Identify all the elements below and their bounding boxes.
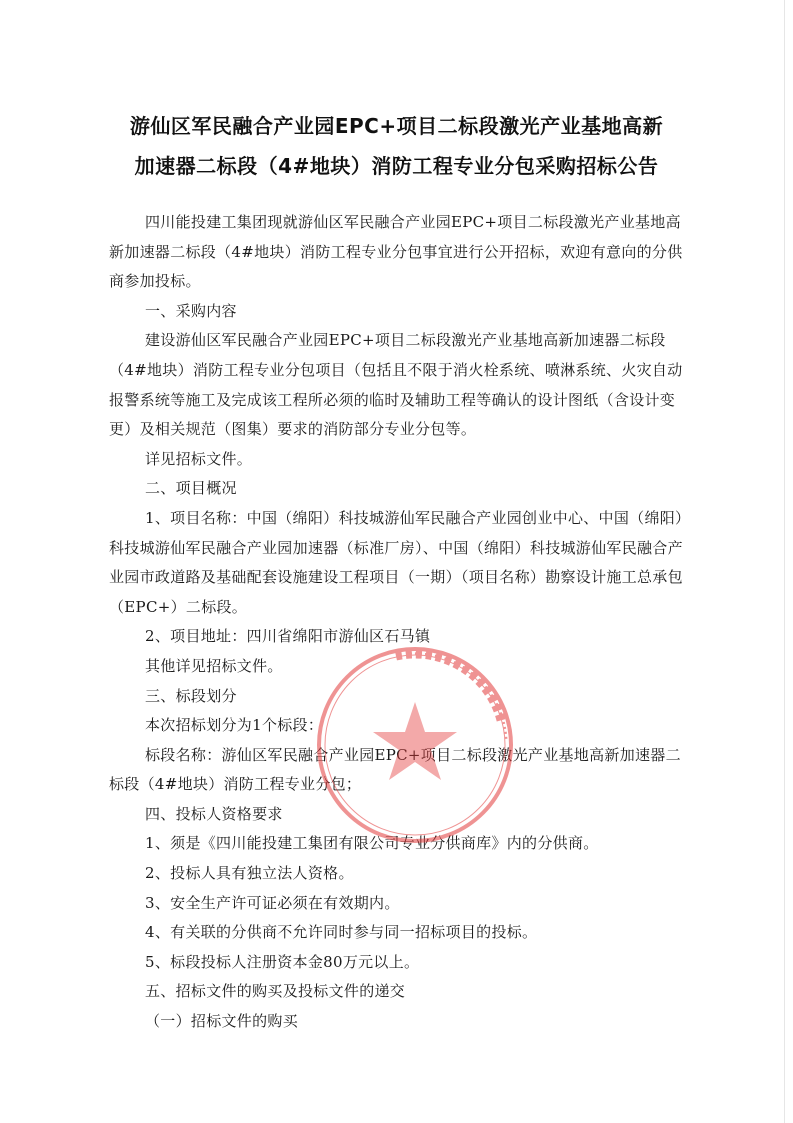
- heading-project-overview: 二、项目概况: [145, 479, 237, 498]
- qualification-item-3: 3、安全生产许可证必须在有效期内。: [145, 893, 400, 912]
- paragraph-lot-name: 标段名称：游仙区军民融合产业园EPC+项目二标段激光产业基地高新加速器二标段（4#地块）消防工程专业分包；: [109, 745, 681, 794]
- paragraph-other-details: 其他详见招标文件。: [145, 656, 283, 675]
- paragraph-project-name: 1、项目名称：中国（绵阳）科技城游仙军民融合产业园创业中心、中国（绵阳）科技城游仙军民融合产业园加速器（标准厂房）、中国（绵阳）科技城游仙军民融合产业园市政道路及基础配套设施建设工程项目（一期）（项目名称）勘察设计施工总承包（EPC+）二标段。: [109, 508, 683, 616]
- qualification-item-4: 4、有关联的分供商不允许同时参与同一招标项目的投标。: [145, 923, 538, 942]
- heading-lot-division: 三、标段划分: [145, 686, 237, 705]
- title-line-2: 加速器二标段（4#地块）消防工程专业分包采购招标公告: [134, 154, 659, 178]
- title-line-1: 游仙区军民融合产业园EPC+项目二标段激光产业基地高新: [129, 114, 664, 138]
- paragraph-see-tender-doc: 详见招标文件。: [145, 449, 253, 468]
- paragraph-project-address: 2、项目地址：四川省绵阳市游仙区石马镇: [145, 627, 431, 646]
- document-body: [109, 208, 684, 1037]
- qualification-item-2: 2、投标人具有独立法人资格。: [145, 864, 354, 883]
- heading-qualification: 四、投标人资格要求: [145, 804, 283, 823]
- heading-procurement-content: 一、采购内容: [145, 301, 237, 320]
- paragraph-procurement-content: 建设游仙区军民融合产业园EPC+项目二标段激光产业基地高新加速器二标段（4#地块）消防工程专业分包项目（包括且不限于消火栓系统、喷淋系统、火灾自动报警系统等施工及完成该工程所必须的临时及辅助工程等确认的设计图纸（含设计变更）及相关规范（图集）要求的消防部分专业分包等。: [109, 331, 683, 439]
- paragraph-lot-count: 本次招标划分为1个标段：: [145, 716, 324, 735]
- paragraph-intro: 四川能投建工集团现就游仙区军民融合产业园EPC+项目二标段激光产业基地高新加速器二标段（4#地块）消防工程专业分包事宜进行公开招标，欢迎有意向的分供商参加投标。: [109, 213, 683, 291]
- scan-edge-line: [784, 0, 785, 1123]
- subheading-purchase: （一）招标文件的购买: [145, 1012, 299, 1031]
- qualification-item-5: 5、标段投标人注册资本金80万元以上。: [145, 952, 420, 971]
- qualification-item-1: 1、须是《四川能投建工集团有限公司专业分供商库》内的分供商。: [145, 834, 599, 853]
- heading-tender-documents: 五、招标文件的购买及投标文件的递交: [145, 982, 406, 1001]
